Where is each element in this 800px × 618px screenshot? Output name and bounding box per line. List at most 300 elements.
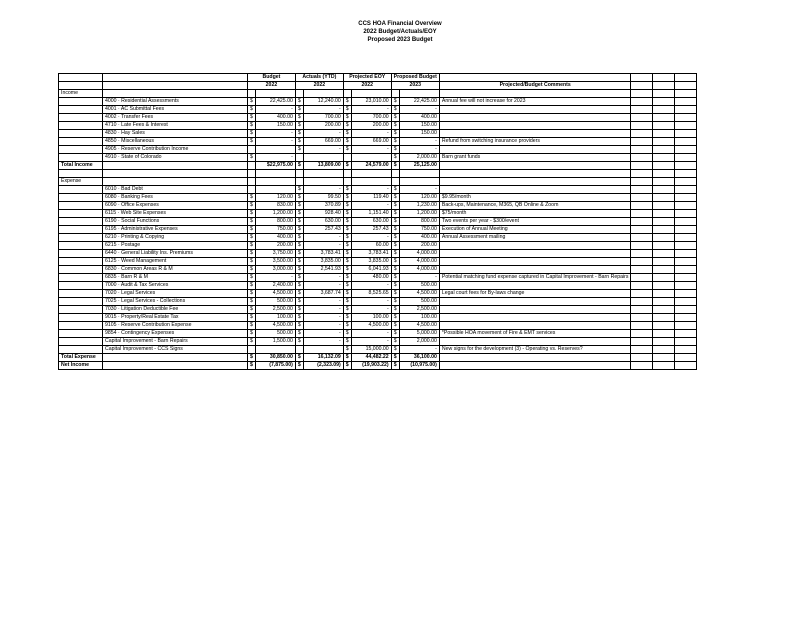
comment bbox=[439, 178, 631, 186]
proposed-value: 500.00 bbox=[399, 298, 439, 306]
proposed-currency: $ bbox=[391, 194, 399, 202]
empty-cell bbox=[675, 154, 697, 162]
actuals-currency: $ bbox=[295, 258, 303, 266]
comment bbox=[439, 186, 631, 194]
projected-currency: $ bbox=[343, 314, 351, 322]
projected-currency: $ bbox=[343, 162, 351, 170]
projected-value: 8,525.65 bbox=[351, 290, 391, 298]
row-label bbox=[59, 138, 103, 146]
empty-cell bbox=[631, 114, 653, 122]
empty-cell bbox=[675, 354, 697, 362]
actuals-currency: $ bbox=[295, 274, 303, 282]
projected-currency: $ bbox=[343, 130, 351, 138]
empty-cell bbox=[653, 122, 675, 130]
row-label bbox=[59, 154, 103, 162]
projected-value: - bbox=[351, 338, 391, 346]
empty-cell bbox=[675, 202, 697, 210]
budget-value: - bbox=[255, 130, 295, 138]
comment bbox=[439, 338, 631, 346]
comment: Potential matching fund expense captured in Capital Improvement - Barn Repairs bbox=[439, 274, 631, 282]
projected-value: 200.00 bbox=[351, 122, 391, 130]
budget-value: 30,850.00 bbox=[255, 354, 295, 362]
proposed-value: 150.00 bbox=[399, 122, 439, 130]
empty-cell bbox=[653, 202, 675, 210]
table-row bbox=[59, 354, 697, 362]
account-name: Capital Improvement - Barn Repairs bbox=[103, 338, 248, 346]
budget-currency: $ bbox=[248, 242, 256, 250]
budget-value: 1,500.00 bbox=[255, 338, 295, 346]
budget-currency: $ bbox=[248, 258, 256, 266]
proposed-value: 750.00 bbox=[399, 226, 439, 234]
actuals-currency: $ bbox=[295, 298, 303, 306]
projected-currency: $ bbox=[343, 298, 351, 306]
row-label bbox=[59, 330, 103, 338]
actuals-currency: $ bbox=[295, 114, 303, 122]
account-name: 7000 · Audit & Tax Services bbox=[103, 282, 248, 290]
projected-value: 23,010.00 bbox=[351, 98, 391, 106]
actuals-currency: $ bbox=[295, 330, 303, 338]
actuals-currency: $ bbox=[295, 282, 303, 290]
row-label bbox=[59, 258, 103, 266]
comment: Annual fee will not increase for 2023 bbox=[439, 98, 631, 106]
projected-currency: $ bbox=[343, 250, 351, 258]
comment bbox=[439, 114, 631, 122]
projected-value: 100.00 bbox=[351, 314, 391, 322]
account-name: 6835 · Barn R & M bbox=[103, 274, 248, 282]
budget-value: - bbox=[255, 106, 295, 114]
actuals-currency: $ bbox=[295, 106, 303, 114]
proposed-value: 150.00 bbox=[399, 130, 439, 138]
actuals-currency: $ bbox=[295, 194, 303, 202]
actuals-currency bbox=[295, 170, 303, 178]
proposed-value: 36,100.00 bbox=[399, 354, 439, 362]
empty-cell bbox=[653, 106, 675, 114]
empty-cell bbox=[653, 146, 675, 154]
comment: New signs for the development (3) - Operating vs. Reserves? bbox=[439, 346, 631, 354]
empty-cell bbox=[631, 290, 653, 298]
empty-cell bbox=[675, 234, 697, 242]
report-title-block bbox=[0, 20, 800, 44]
empty-cell bbox=[653, 114, 675, 122]
proposed-value: 800.00 bbox=[399, 218, 439, 226]
proposed-value: - bbox=[399, 138, 439, 146]
empty-cell bbox=[631, 266, 653, 274]
actuals-value: - bbox=[303, 242, 343, 250]
projected-currency: $ bbox=[343, 322, 351, 330]
projected-currency: $ bbox=[343, 274, 351, 282]
empty-cell bbox=[675, 226, 697, 234]
empty-cell bbox=[653, 306, 675, 314]
proposed-value: 400.00 bbox=[399, 114, 439, 122]
empty-cell bbox=[675, 170, 697, 178]
empty-cell bbox=[653, 330, 675, 338]
empty-cell bbox=[675, 122, 697, 130]
account-name: 6440 · General Liability Ins. Premiums bbox=[103, 250, 248, 258]
actuals-currency: $ bbox=[295, 306, 303, 314]
projected-currency: $ bbox=[343, 258, 351, 266]
projected-value: 15,000.00 bbox=[351, 346, 391, 354]
proposed-currency: $ bbox=[391, 234, 399, 242]
proposed-currency: $ bbox=[391, 338, 399, 346]
projected-value: 1,151.40 bbox=[351, 210, 391, 218]
table-row bbox=[59, 362, 697, 370]
budget-value bbox=[255, 186, 295, 194]
projected-currency: $ bbox=[343, 114, 351, 122]
empty-cell bbox=[631, 346, 653, 354]
table-row bbox=[59, 138, 697, 146]
row-label bbox=[59, 98, 103, 106]
table-row bbox=[59, 114, 697, 122]
actuals-value: 700.00 bbox=[303, 114, 343, 122]
comment bbox=[439, 90, 631, 98]
empty-cell bbox=[631, 314, 653, 322]
row-label bbox=[59, 122, 103, 130]
account-name: 4850 · Miscellaneous bbox=[103, 138, 248, 146]
proposed-year: 2023 bbox=[391, 82, 439, 90]
comment bbox=[439, 146, 631, 154]
proposed-currency: $ bbox=[391, 250, 399, 258]
actuals-value: 3,835.00 bbox=[303, 258, 343, 266]
projected-value bbox=[351, 154, 391, 162]
budget-value: 4,500.00 bbox=[255, 322, 295, 330]
budget-value: 2,400.00 bbox=[255, 282, 295, 290]
empty-cell bbox=[675, 242, 697, 250]
table-row bbox=[59, 130, 697, 138]
projected-currency: $ bbox=[343, 186, 351, 194]
comment bbox=[439, 242, 631, 250]
actuals-value: 13,809.00 bbox=[303, 162, 343, 170]
proposed-currency: $ bbox=[391, 130, 399, 138]
empty-cell bbox=[675, 258, 697, 266]
proposed-currency: $ bbox=[391, 226, 399, 234]
projected-currency: $ bbox=[343, 226, 351, 234]
proposed-value: 4,500.00 bbox=[399, 290, 439, 298]
empty-cell bbox=[675, 210, 697, 218]
actuals-currency: $ bbox=[295, 162, 303, 170]
account-name: 6080 · Banking Fees bbox=[103, 194, 248, 202]
account-name: 4910 · State of Colorado bbox=[103, 154, 248, 162]
empty-cell bbox=[631, 170, 653, 178]
empty-cell bbox=[675, 338, 697, 346]
empty-cell bbox=[653, 178, 675, 186]
table-row bbox=[59, 218, 697, 226]
actuals-value: 16,132.09 bbox=[303, 354, 343, 362]
projected-currency bbox=[343, 90, 351, 98]
actuals-value bbox=[303, 90, 343, 98]
row-label bbox=[59, 290, 103, 298]
projected-value: 669.00 bbox=[351, 138, 391, 146]
table-row bbox=[59, 258, 697, 266]
projected-value: 630.00 bbox=[351, 218, 391, 226]
projected-value: - bbox=[351, 202, 391, 210]
row-label bbox=[59, 170, 103, 178]
actuals-currency: $ bbox=[295, 186, 303, 194]
actuals-currency: $ bbox=[295, 322, 303, 330]
row-label: Total Income bbox=[59, 162, 103, 170]
projected-value: 119.40 bbox=[351, 194, 391, 202]
actuals-currency: $ bbox=[295, 290, 303, 298]
empty-cell bbox=[675, 146, 697, 154]
empty-cell bbox=[653, 274, 675, 282]
table-row bbox=[59, 330, 697, 338]
budget-value: - bbox=[255, 274, 295, 282]
proposed-currency bbox=[391, 178, 399, 186]
report-subtitle: 2022 Budget/Actuals/EOY bbox=[363, 29, 437, 35]
proposed-currency: $ bbox=[391, 258, 399, 266]
projected-currency: $ bbox=[343, 98, 351, 106]
proposed-value: 22,425.00 bbox=[399, 98, 439, 106]
projected-currency bbox=[343, 170, 351, 178]
account-name: 4710 · Late Fees & Interest bbox=[103, 122, 248, 130]
budget-value: 750.00 bbox=[255, 226, 295, 234]
account-name: 7025 · Legal Services - Collections bbox=[103, 298, 248, 306]
row-label bbox=[59, 266, 103, 274]
budget-currency: $ bbox=[248, 202, 256, 210]
proposed-value: - bbox=[399, 346, 439, 354]
table-row bbox=[59, 338, 697, 346]
projected-value: - bbox=[351, 146, 391, 154]
projected-value: - bbox=[351, 106, 391, 114]
account-name: 6115 · Web Site Expenses bbox=[103, 210, 248, 218]
financial-table bbox=[58, 73, 697, 370]
empty-cell bbox=[631, 138, 653, 146]
proposed-currency: $ bbox=[391, 154, 399, 162]
empty-cell bbox=[631, 250, 653, 258]
budget-value: 800.00 bbox=[255, 218, 295, 226]
proposed-currency bbox=[391, 170, 399, 178]
account-name: 4905 · Reserve Contribution Income bbox=[103, 146, 248, 154]
proposed-value: 5,000.00 bbox=[399, 330, 439, 338]
actuals-value: 200.00 bbox=[303, 122, 343, 130]
projected-value: - bbox=[351, 298, 391, 306]
budget-value: 3,500.00 bbox=[255, 258, 295, 266]
empty-cell bbox=[675, 346, 697, 354]
actuals-value: - bbox=[303, 298, 343, 306]
empty-cell bbox=[675, 306, 697, 314]
table-row bbox=[59, 90, 697, 98]
comment: Execution of Annual Meeting bbox=[439, 226, 631, 234]
budget-currency: $ bbox=[248, 250, 256, 258]
table-row bbox=[59, 106, 697, 114]
empty-cell bbox=[675, 314, 697, 322]
proposed-value: 25,125.00 bbox=[399, 162, 439, 170]
projected-currency: $ bbox=[343, 330, 351, 338]
comment bbox=[439, 258, 631, 266]
proposed-value: 2,500.00 bbox=[399, 306, 439, 314]
row-label bbox=[59, 282, 103, 290]
empty-cell bbox=[631, 226, 653, 234]
report-subtitle-2: Proposed 2023 Budget bbox=[367, 37, 433, 43]
budget-currency: $ bbox=[248, 322, 256, 330]
budget-value: 100.00 bbox=[255, 314, 295, 322]
actuals-currency bbox=[295, 154, 303, 162]
empty-cell bbox=[653, 354, 675, 362]
projected-value: - bbox=[351, 234, 391, 242]
empty-cell bbox=[675, 186, 697, 194]
projected-currency: $ bbox=[343, 146, 351, 154]
actuals-currency bbox=[295, 90, 303, 98]
comment bbox=[439, 314, 631, 322]
empty-cell bbox=[675, 90, 697, 98]
account-name bbox=[103, 362, 248, 370]
actuals-value: 370.89 bbox=[303, 202, 343, 210]
budget-currency: $ bbox=[248, 314, 256, 322]
budget-currency bbox=[248, 346, 256, 354]
projected-currency: $ bbox=[343, 282, 351, 290]
row-label bbox=[59, 106, 103, 114]
proposed-currency: $ bbox=[391, 242, 399, 250]
table-row bbox=[59, 154, 697, 162]
actuals-currency: $ bbox=[295, 138, 303, 146]
table-row bbox=[59, 290, 697, 298]
actuals-value: - bbox=[303, 106, 343, 114]
account-name bbox=[103, 90, 248, 98]
actuals-currency: $ bbox=[295, 234, 303, 242]
row-label bbox=[59, 226, 103, 234]
table-row bbox=[59, 170, 697, 178]
proposed-value: 200.00 bbox=[399, 242, 439, 250]
projected-value: (19,903.22) bbox=[351, 362, 391, 370]
projected-currency: $ bbox=[343, 306, 351, 314]
proposed-currency: $ bbox=[391, 218, 399, 226]
header-row-1 bbox=[59, 74, 697, 82]
comment bbox=[439, 250, 631, 258]
account-name: 9854 · Contingency Expenses bbox=[103, 330, 248, 338]
proposed-header: Proposed Budget bbox=[391, 74, 439, 82]
actuals-value: 630.00 bbox=[303, 218, 343, 226]
comment bbox=[439, 322, 631, 330]
proposed-value: - bbox=[399, 274, 439, 282]
empty-cell bbox=[675, 266, 697, 274]
budget-currency: $ bbox=[248, 266, 256, 274]
row-label bbox=[59, 322, 103, 330]
projected-currency bbox=[343, 154, 351, 162]
proposed-currency: $ bbox=[391, 186, 399, 194]
actuals-value bbox=[303, 170, 343, 178]
actuals-currency: $ bbox=[295, 98, 303, 106]
actuals-value: 3,783.41 bbox=[303, 250, 343, 258]
empty-cell bbox=[653, 266, 675, 274]
projected-value: 44,482.22 bbox=[351, 354, 391, 362]
account-name: 9105 · Reserve Contribution Expense bbox=[103, 322, 248, 330]
proposed-currency: $ bbox=[391, 162, 399, 170]
table-row bbox=[59, 234, 697, 242]
empty-cell bbox=[653, 234, 675, 242]
empty-cell bbox=[631, 186, 653, 194]
comments-header: Projected/Budget Comments bbox=[439, 82, 631, 90]
empty-cell bbox=[653, 194, 675, 202]
empty-cell bbox=[653, 258, 675, 266]
row-label bbox=[59, 210, 103, 218]
account-name: 6190 · Social Functions bbox=[103, 218, 248, 226]
actuals-value bbox=[303, 154, 343, 162]
projected-value bbox=[351, 90, 391, 98]
row-label bbox=[59, 314, 103, 322]
row-label bbox=[59, 130, 103, 138]
proposed-value: 500.00 bbox=[399, 282, 439, 290]
empty-cell bbox=[631, 322, 653, 330]
proposed-currency bbox=[391, 90, 399, 98]
actuals-value: - bbox=[303, 322, 343, 330]
empty-cell bbox=[653, 138, 675, 146]
proposed-value bbox=[399, 90, 439, 98]
table-row bbox=[59, 226, 697, 234]
account-name bbox=[103, 162, 248, 170]
comment bbox=[439, 306, 631, 314]
budget-currency: $ bbox=[248, 122, 256, 130]
empty-cell bbox=[675, 138, 697, 146]
empty-cell bbox=[653, 210, 675, 218]
proposed-value: 4,000.00 bbox=[399, 250, 439, 258]
table-row bbox=[59, 306, 697, 314]
budget-currency: $ bbox=[248, 98, 256, 106]
comment: *Possible HOA movement of Fire & EMT services bbox=[439, 330, 631, 338]
empty-cell bbox=[631, 130, 653, 138]
actuals-value: 928.40 bbox=[303, 210, 343, 218]
budget-value: 4,500.00 bbox=[255, 290, 295, 298]
projected-value: - bbox=[351, 130, 391, 138]
actuals-currency: $ bbox=[295, 210, 303, 218]
proposed-currency: $ bbox=[391, 322, 399, 330]
budget-currency: $ bbox=[248, 218, 256, 226]
projected-currency: $ bbox=[343, 338, 351, 346]
table-row bbox=[59, 122, 697, 130]
proposed-currency: $ bbox=[391, 346, 399, 354]
budget-header: Budget bbox=[248, 74, 296, 82]
comment bbox=[439, 170, 631, 178]
empty-cell bbox=[675, 218, 697, 226]
projected-currency: $ bbox=[343, 106, 351, 114]
actuals-value: 2,541.93 bbox=[303, 266, 343, 274]
comment: Legal court fees for By-laws change bbox=[439, 290, 631, 298]
budget-currency: $ bbox=[248, 234, 256, 242]
projected-currency: $ bbox=[343, 138, 351, 146]
proposed-value: - bbox=[399, 186, 439, 194]
budget-value bbox=[255, 346, 295, 354]
account-name: 7020 · Legal Services bbox=[103, 290, 248, 298]
comment bbox=[439, 106, 631, 114]
proposed-value: 1,230.00 bbox=[399, 202, 439, 210]
proposed-currency: $ bbox=[391, 330, 399, 338]
actuals-value: (2,323.09) bbox=[303, 362, 343, 370]
projected-value: 60.00 bbox=[351, 242, 391, 250]
proposed-currency: $ bbox=[391, 98, 399, 106]
table-row bbox=[59, 314, 697, 322]
comment bbox=[439, 122, 631, 130]
table-row bbox=[59, 202, 697, 210]
account-name bbox=[103, 170, 248, 178]
actuals-value: - bbox=[303, 130, 343, 138]
account-name: 7030 · Litigation Deductible Fee bbox=[103, 306, 248, 314]
projected-currency: $ bbox=[343, 234, 351, 242]
account-name: 4830 · Hay Sales bbox=[103, 130, 248, 138]
budget-currency: $ bbox=[248, 154, 256, 162]
budget-value bbox=[255, 170, 295, 178]
actuals-value: - bbox=[303, 314, 343, 322]
empty-cell bbox=[631, 178, 653, 186]
table-row bbox=[59, 242, 697, 250]
empty-cell bbox=[631, 162, 653, 170]
budget-value bbox=[255, 90, 295, 98]
account-name: 4000 · Residential Assessments bbox=[103, 98, 248, 106]
empty-cell bbox=[631, 210, 653, 218]
actuals-value: - bbox=[303, 282, 343, 290]
budget-currency: $ bbox=[248, 362, 256, 370]
table-row bbox=[59, 178, 697, 186]
empty-cell bbox=[653, 346, 675, 354]
table-row bbox=[59, 250, 697, 258]
proposed-currency: $ bbox=[391, 298, 399, 306]
